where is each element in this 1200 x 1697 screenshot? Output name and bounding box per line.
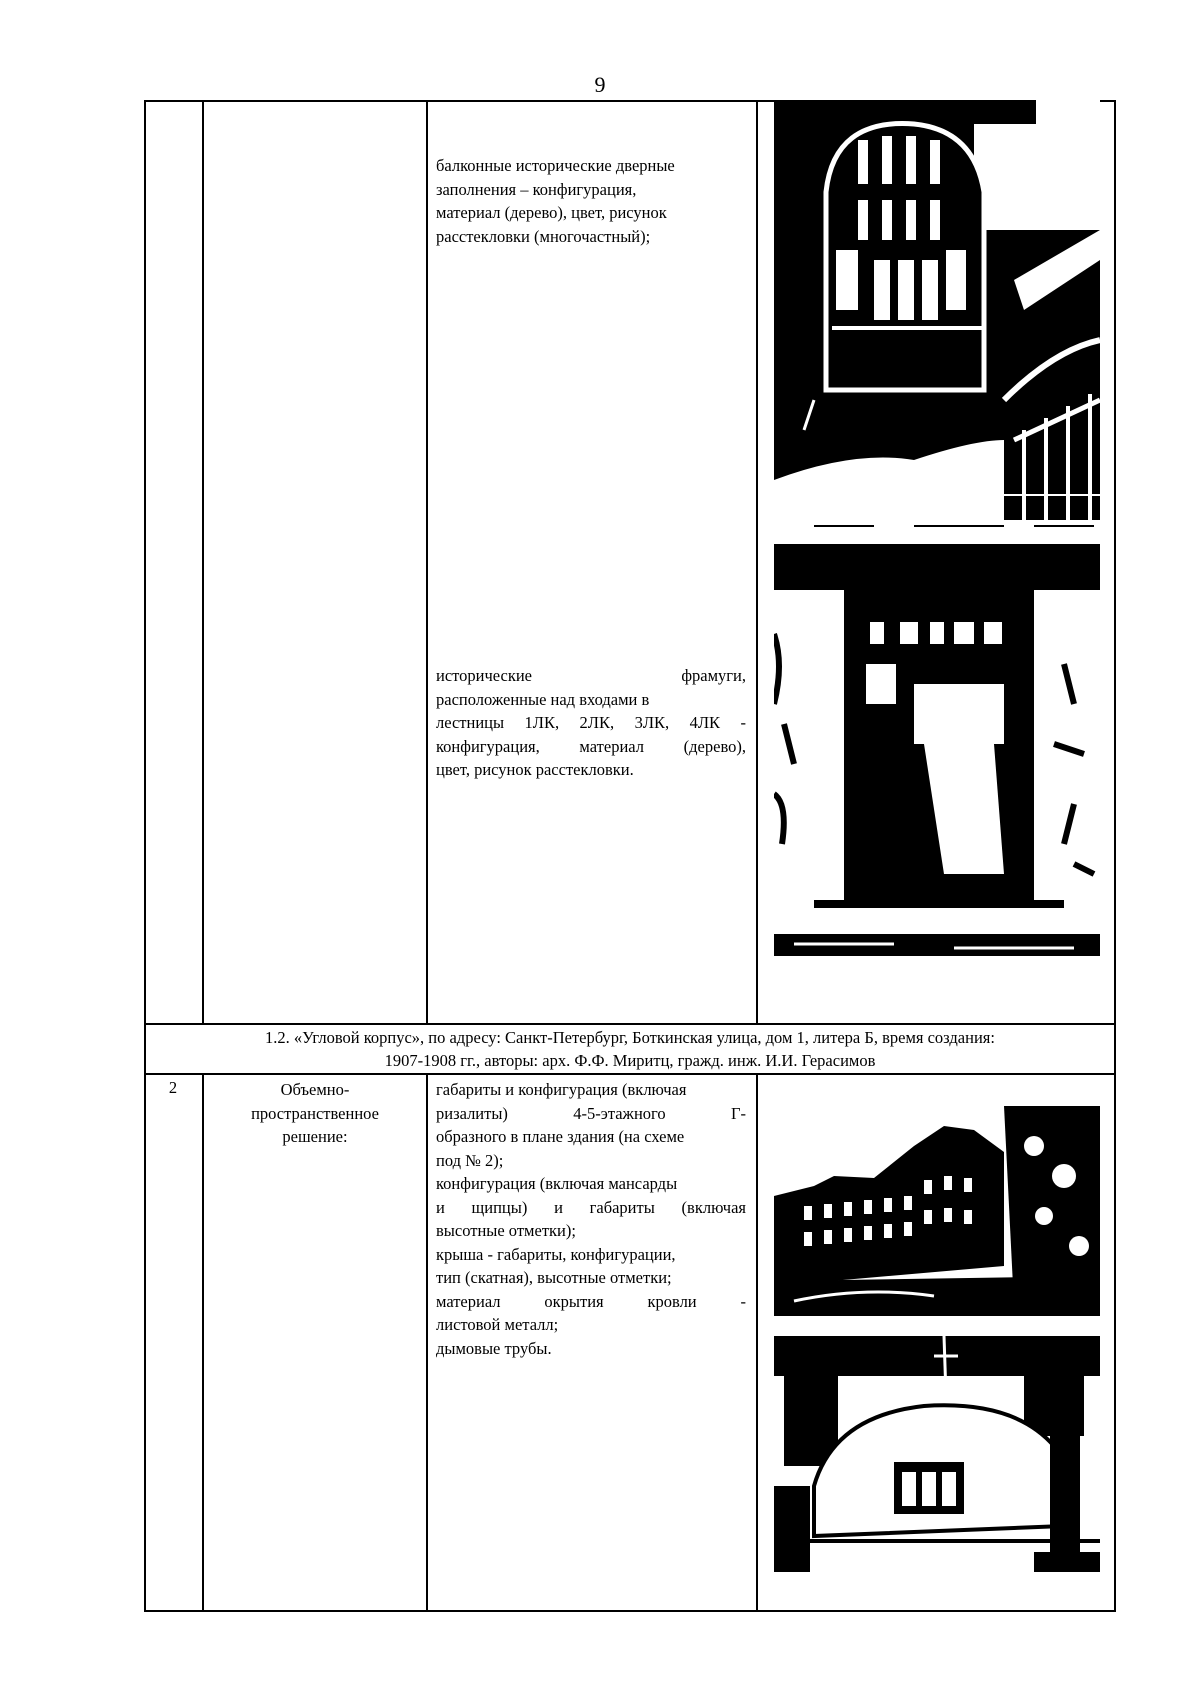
text-line: габариты и конфигурация (включая: [436, 1080, 687, 1099]
caption-row-bottom: [144, 1073, 1116, 1075]
text-line: цвет, рисунок расстекловки.: [436, 760, 634, 779]
feature-balcony-doors-text: [436, 154, 746, 248]
text-line: Объемно-: [280, 1080, 350, 1099]
text-line: ризалиты) 4-5-этажного Г-: [436, 1103, 746, 1123]
table-border-right: [1114, 100, 1116, 1612]
row-name: [204, 1078, 426, 1149]
text-line: листовой металл;: [436, 1315, 559, 1334]
text-line: материал (дерево), цвет, рисунок: [436, 203, 667, 222]
col-sep-1b: [202, 1073, 204, 1612]
building-facade-photo: [774, 1106, 1100, 1316]
text-line: балконные исторические дверные: [436, 156, 675, 175]
table-border-bottom: [144, 1610, 1116, 1612]
text-line: крыша - габариты, конфигурации,: [436, 1244, 676, 1264]
text-line: расположенные над входами в: [436, 689, 650, 709]
text-line: под № 2);: [436, 1150, 504, 1170]
page-number: 9: [594, 72, 606, 97]
col-sep-2: [426, 100, 428, 1024]
text-line: высотные отметки);: [436, 1221, 576, 1240]
col-sep-2b: [426, 1073, 428, 1612]
text-line: заполнения – конфигурация,: [436, 179, 637, 199]
section-caption-line-2: 1907-1908 гг., авторы: арх. Ф.Ф. Миритц, гражд. инж. И.И. Герасимов: [384, 1051, 876, 1070]
row-number: 2: [168, 1078, 178, 1097]
col-sep-1: [202, 100, 204, 1024]
col-sep-3: [756, 100, 758, 1024]
feature-transoms-text: [436, 664, 746, 782]
section-caption-line-1: 1.2. «Угловой корпус», по адресу: Санкт-Петербург, Боткинская улица, дом 1, литера Б, время создания:: [265, 1028, 995, 1047]
row-description: [436, 1078, 746, 1360]
table-border-left: [144, 100, 146, 1612]
text-line: образного в плане здания (на схеме: [436, 1127, 685, 1146]
text-line: конфигурация, материал (дерево),: [436, 736, 746, 756]
protection-table: [144, 100, 1116, 1612]
text-line: исторические фрамуги,: [436, 666, 746, 685]
text-line: дымовые трубы.: [436, 1338, 552, 1358]
text-line: пространственное: [251, 1103, 379, 1123]
text-line: материал окрытия кровли -: [436, 1291, 746, 1311]
caption-row-top: [144, 1023, 1116, 1025]
text-line: тип (скатная), высотные отметки;: [436, 1268, 672, 1287]
text-line: и щипцы) и габариты (включая: [436, 1197, 746, 1217]
text-line: расстекловки (многочастный);: [436, 226, 651, 246]
text-line: лестницы 1ЛК, 2ЛК, 3ЛК, 4ЛК -: [436, 713, 746, 732]
mansard-roof-photo: [774, 1336, 1100, 1572]
balcony-door-photo: [774, 100, 1100, 532]
text-line: решение:: [282, 1127, 348, 1146]
entrance-transom-photo: [774, 544, 1100, 956]
col-sep-3b: [756, 1073, 758, 1612]
text-line: конфигурация (включая мансарды: [436, 1174, 678, 1193]
